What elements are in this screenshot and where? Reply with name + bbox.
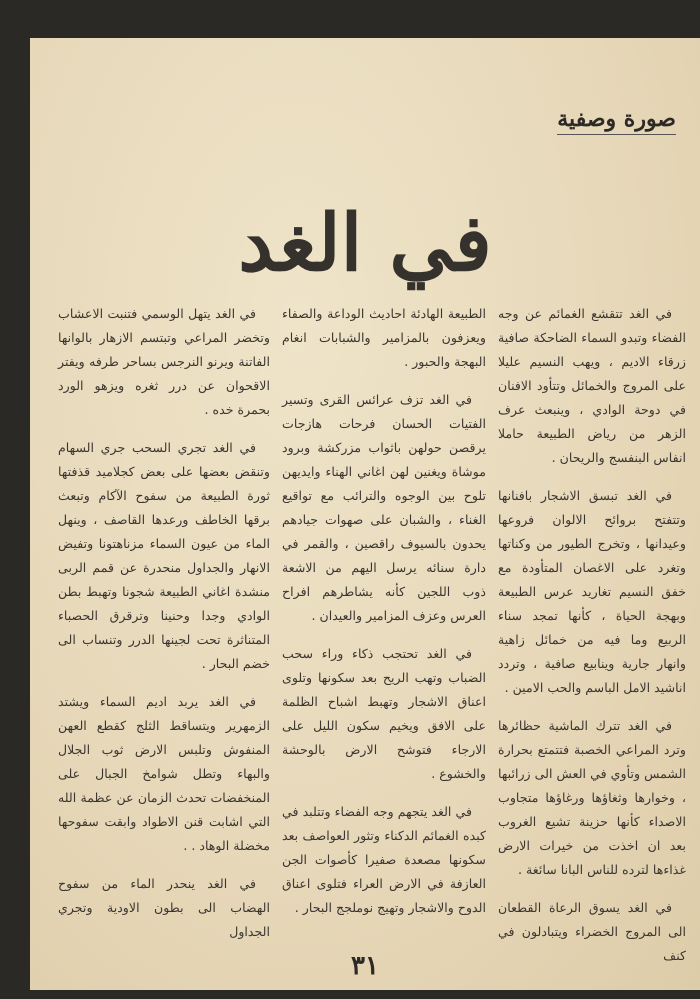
paragraph: الطبيعة الهادئة احاديث الوداعة والصفاء ويعزفون بالمزامير والشبابات انغام البهجة والحبور . <box>282 306 486 369</box>
paragraph: في الغد يسوق الرعاة القطعان الى المروج الخضراء ويتبادلون في كنف <box>498 900 686 963</box>
section-label: صورة وصفية <box>557 106 676 135</box>
paragraph: في الغد تجري السحب جري السهام وتنقض بعضها على بعض كجلاميد قذفتها ثورة الطبيعة من سفوح الآكام وتبعث برقها الخاطف ورعدها القاصف ، وينهل الماء من عيون السماء مزناهتونا وتفيض الانهار والجداول منحدرة عن قمم الربى منشدة اغاني الطبيعة شجونا وتهبط بطن الوادي وجدا وحنينا وترقرق الحصباء المتناثرة تحت لجينها الدرر وتنساب الى خضم البحار . <box>58 440 270 671</box>
paragraph: في الغد تترك الماشية حظائرها وترد المراعي الخصبة فتتمتع بحرارة الشمس وتأوي في العش الى زرائبها ، وخوارها وثغاؤها ورغاؤها متجاوب الاصداء كأنها حزينة تشيع الغروب بعد ان اخذت من خيرات الارض غذاءها لترده للناس البانا سائغة . <box>498 718 686 877</box>
article-title: في الغد <box>238 198 492 289</box>
paragraph: في الغد يتهل الوسمي فتنبت الاعشاب وتخضر المراعي وتبتسم الازهار بالوانها الفاتنة ويرنو النرجس بساحر طرفه ويفتر الاقحوان عن درر ثغره ويزهو الورد بحمرة خده . <box>58 306 270 417</box>
paragraph: في الغد تزف عرائس القرى وتسير الفتيات الحسان فرحات هازجات يرقصن حولهن باثواب مزركشة وبرود موشاة ويغنين لهن اغاني الهناء وايديهن تلوح بين الوجوه والترائب مع تواقيع الغناء ، والشبان على صهوات جيادهم يحدون بالسيوف راقصين ، والقمر في دارة سنائه يرسل اليهم من الاشعة ذوب اللجين كأنه يشاطرهم افراح العرس وعزف المزامير والعيدان . <box>282 392 486 623</box>
paragraph: في الغد يتجهم وجه الفضاء وتتلبد في كبده الغمائم الدكناء وتثور العواصف بعد سكونها مصعدة صفيرا كأصوات الجن العازفة في الارض العراء فتلوى اعناق الدوح والاشجار وتهيج نوملجج البحار . <box>282 804 486 915</box>
magazine-page <box>30 38 700 990</box>
paragraph: في الغد ينحدر الماء من سفوح الهضاب الى بطون الاودية وتجري الجداول <box>58 876 270 939</box>
column-middle <box>282 302 486 934</box>
paragraph: في الغد تحتجب ذكاء وراء سحب الضباب وتهب الريح بعد سكونها وتلوى اعناق الاشجار وتهبط اشباح الظلمة على الافق ويخيم سكون الليل على الارجاء فتوشح الارض بالوحشة والخشوع . <box>282 646 486 781</box>
paragraph: في الغد يربد اديم السماء ويشتد الزمهرير ويتساقط الثلج كقطع العهن المنفوش وتلبس الارض ثوب الجلال والبهاء وتطل شوامخ الجبال على المنخفضات تحدث الزمان عن عظمة الله التي اشابت قنن الاطواد وابقت سفوحها مخضلة الوهاد . . <box>58 694 270 853</box>
paragraph: في الغد تتقشع الغمائم عن وجه الفضاء وتبدو السماء الضاحكة صافية زرقاء الاديم ، ويهب النسيم عليلا على المروج والخمائل وتتأود الافنان في دوحة الوادي ، وينبعث عرف الزهر من رياض الطبيعة حاملا انفاس البنفسج والريحان . <box>498 306 686 465</box>
page-number: ٣١ <box>351 951 379 981</box>
paragraph: في الغد تبسق الاشجار بافنانها وتتفتح بروائح الالوان فروعها وعيدانها ، وتخرج الطيور من وكناتها وتغرد على الاغصان المتأودة مع خفق النسيم تغاريد عرس الطبيعة وبهجة الحياة ، كأنها تمجد سناء الربيع وما فيه من خمائل زاهية وانهار جارية وينابيع صافية ، وتردد اناشيد الامل الباسم والحب الامين . <box>498 488 686 695</box>
column-right <box>498 302 686 982</box>
column-left <box>58 302 270 958</box>
